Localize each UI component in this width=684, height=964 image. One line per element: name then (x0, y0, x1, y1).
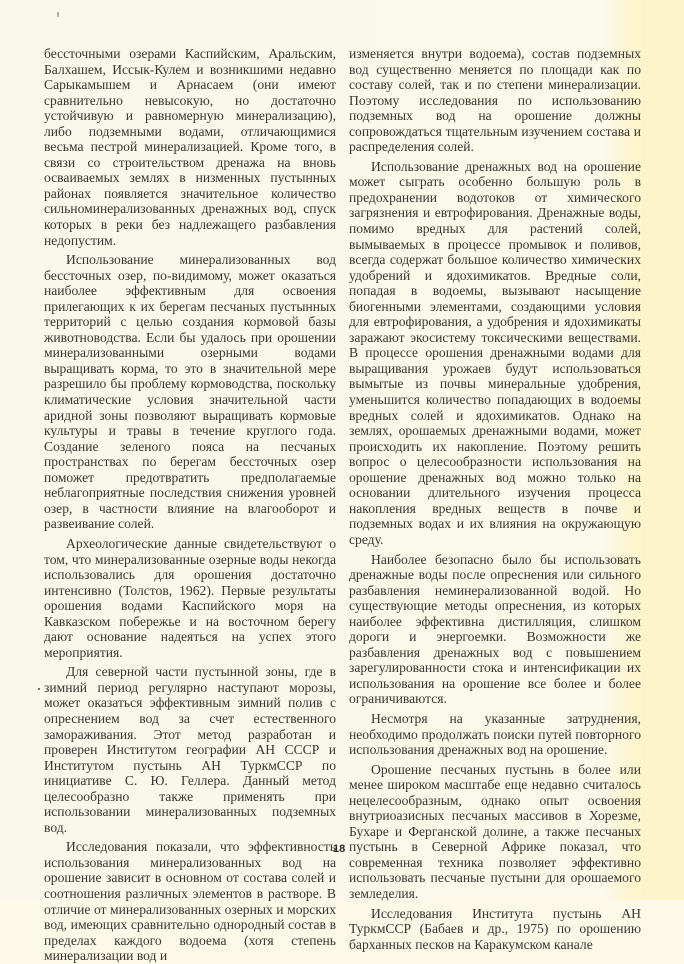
paragraph: Орошение песчаных пустынь в более или менее широком масштабе еще недавно считалось нецелесообразным, однако опыт освоения внутриоазисных песчаных массивов в Хорезме, Бухаре и Ферганской долине, а также песчаных пустынь в Северной Африке показал, что современная техника позволяет эффективно использовать песчаные пустыни для орошаемого земледелия. (349, 761, 641, 901)
paragraph: Наиболее безопасно было бы использовать дренажные воды после опреснения или сильного разбавления неминерализованной водой. Но существующие методы опреснения, из которых наиболее эффективна дистилляция, слишком дороги и энергоемки. Возможности же разбавления дренажных вод с повышением зарегулированности стока и интенсификации их использования на орошение все более и более ограничиваются. (349, 551, 641, 707)
right-column (349, 46, 641, 952)
page-edge-tint (642, 0, 684, 900)
paragraph: Для северной части пустынной зоны, где в зимний период регулярно наступают морозы, может оказаться эффективным зимний полив с опреснением вод за счет естественного замораживания. Этот метод разработан и проверен Институтом географии АН СССР и Институтом пустынь АН ТуркмССР по инициативе С. Ю. Геллера. Данный метод целесообразно также применять при использовании минерализованных подземных вод. (44, 664, 336, 835)
paragraph: Использование дренажных вод на орошение может сыграть особенно большую роль в предохранении водотоков от химического загрязнения и евтрофирования. Дренажные воды, помимо вредных для растений солей, вымываемых в процессе промывок и поливов, всегда содержат большое количество химических удобрений и ядохимикатов. Вредные соли, попадая в водоемы, вызывают насыщение биогенными элементами, создающими условия для евтрофирования, а удобрения и ядохимикаты заражают экосистему токсическими веществами. В процессе орошения дренажными водами для выращивания урожаев будут использоваться вымытые из почвы минеральные удобрения, уменьшится количество попадающих в водоемы вредных солей и ядохимикатов. Однако на землях, орошаемых дренажными водами, может происходить их накопление. Поэтому решить вопрос о целесообразности использования на орошение дренажных вод можно только на основании длительного изучения процесса накопления вредных веществ в почве и подземных водах и их влияния на окружающую среду. (349, 158, 641, 547)
paragraph: Археологические данные свидетельствуют о том, что минерализованные озерные воды некогда использовались для орошения достаточно интенсивно (Толстов, 1962). Первые результаты орошения водами Каспийского моря на Кавказском побережье и на восточном берегу дают основание надеяться на успех этого мероприятия. (44, 535, 336, 660)
paragraph: бессточными озерами Каспийским, Аральским, Балхашем, Иссык-Кулем и возникшими недавно Сарыкамышем и Арнасаем (они имеют сравнительно невысокую, но достаточно устойчивую и равномерную минерализацию), либо подземными водами, отличающимися весьма пестрой минерализацией. Кроме того, в связи со строительством дренажа на вновь осваиваемых землях в низменных пустынных районах появляется значительное количество сильноминерализованных дренажных вод, спуск которых в реки без надлежащего разбавления недопустим. (44, 46, 336, 248)
page-number: 18 (333, 843, 346, 855)
print-speck (57, 12, 59, 17)
paragraph: Исследования Института пустынь АН ТуркмССР (Бабаев и др., 1975) по орошению барханных песков на Каракумском канале (349, 905, 641, 952)
paragraph: изменяется внутри водоема), состав подземных вод существенно меняется по площади как по составу солей, так и по степени минерализации. Поэтому исследования по использованию подземных вод на орошение должны сопровождаться тщательным изучением состава и распределения солей. (349, 46, 641, 155)
paragraph: Использование минерализованных вод бессточных озер, по-видимому, может оказаться наиболее эффективным для освоения прилегающих к их берегам песчаных пустынных территорий с целью создания кормовой базы животноводства. Если бы удалось при орошении минерализованными озерными водами выращивать корма, то это в значительной мере разрешило бы проблему кормоводства, поскольку климатические условия значительной части аридной зоны позволяют выращивать кормовые культуры и травы в течение круглого года. Создание зеленого пояса на песчаных пространствах по берегам бессточных озер поможет предотвратить предполагаемые неблагоприятные последствия снижения уровней озер, в частности влияние на влагооборот и развеивание солей. (44, 252, 336, 532)
left-column (44, 46, 336, 964)
paragraph: Несмотря на указанные затруднения, необходимо продолжать поиски путей повторного использования дренажных вод на орошение. (349, 710, 641, 758)
paragraph: Исследования показали, что эффективность использования минерализованных вод на орошение зависит в основном от состава солей и соотношения различных элементов в растворе. В отличие от минерализованных озерных и морских вод, имеющих сравнительно однородный состав в пределах каждого водоема (хотя степень минерализации вод и (44, 839, 336, 964)
print-dot (38, 688, 40, 690)
